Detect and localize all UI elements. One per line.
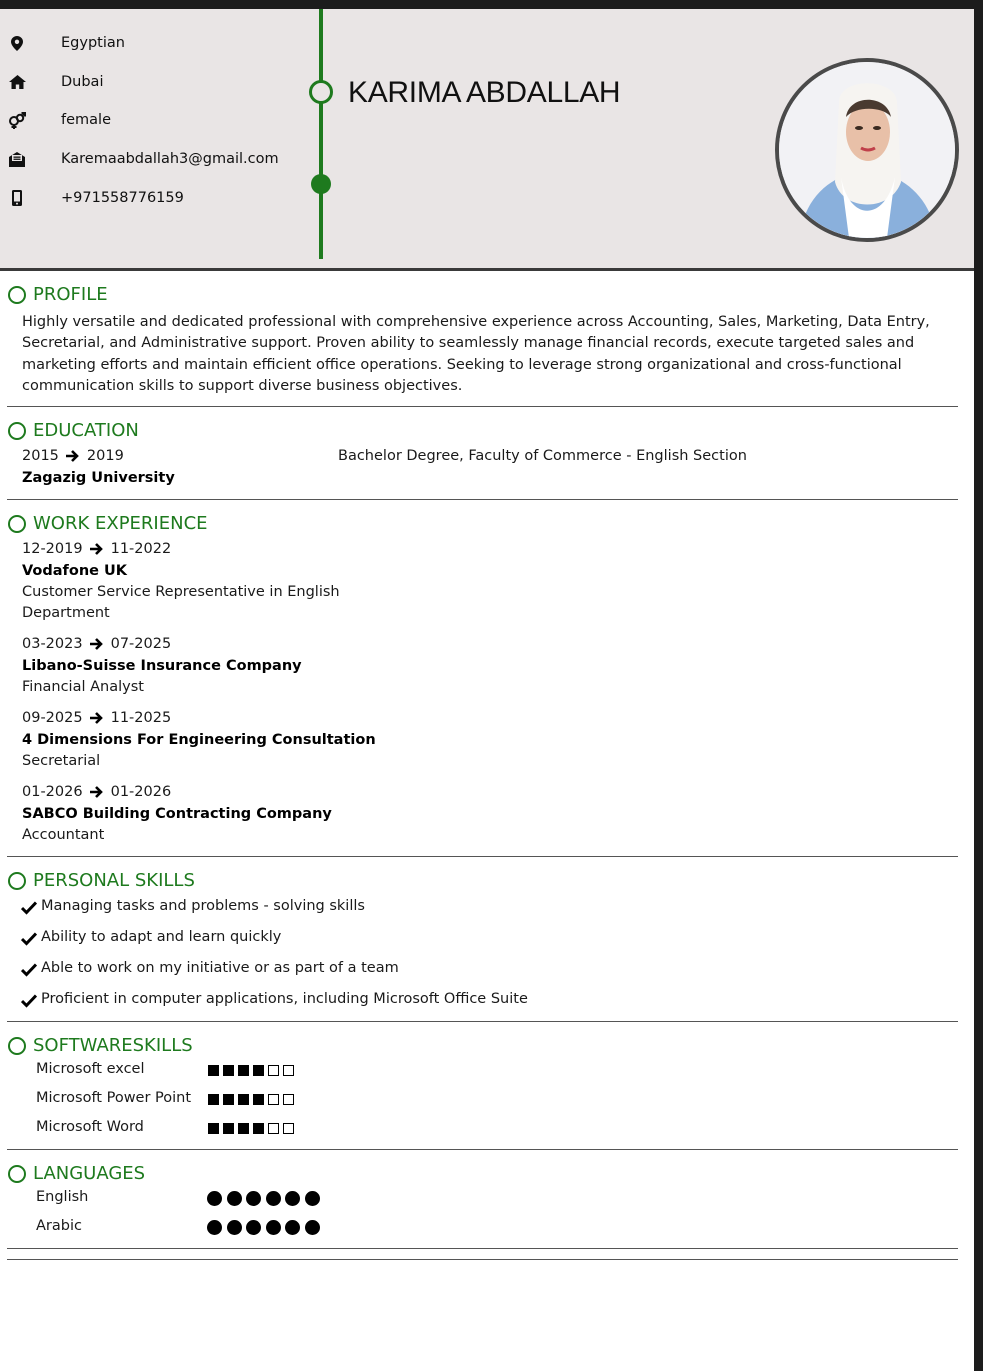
- education-start: 2015: [22, 448, 59, 464]
- check-icon: [21, 963, 37, 977]
- skill-item: Ability to adapt and learn quickly: [41, 929, 282, 945]
- level-square-empty: [283, 1123, 294, 1134]
- section-ring-icon: [8, 515, 26, 533]
- level-dot: [266, 1191, 281, 1206]
- level-dot: [246, 1220, 261, 1235]
- software-level: [208, 1094, 298, 1105]
- top-frame-bar: [0, 0, 983, 9]
- language-level: [207, 1220, 324, 1235]
- level-square-filled: [208, 1065, 219, 1076]
- work-role: Department: [22, 605, 110, 621]
- work-company: 4 Dimensions For Engineering Consultation: [22, 732, 376, 748]
- level-square-filled: [238, 1123, 249, 1134]
- work-end: 11-2022: [110, 541, 172, 557]
- language-name: Arabic: [36, 1218, 82, 1234]
- section-divider: [7, 499, 958, 500]
- section-ring-icon: [8, 422, 26, 440]
- level-square-empty: [268, 1123, 279, 1134]
- level-dot: [207, 1220, 222, 1235]
- contact-gender: [0, 106, 300, 134]
- software-name: Microsoft Word: [36, 1119, 144, 1135]
- level-square-filled: [223, 1094, 234, 1105]
- section-ring-icon: [8, 286, 26, 304]
- arrow-right-icon: [89, 711, 105, 725]
- arrow-right-icon: [89, 637, 105, 651]
- profile-heading: PROFILE: [33, 284, 108, 305]
- level-square-filled: [223, 1123, 234, 1134]
- section-ring-icon: [8, 1037, 26, 1055]
- section-ring-icon: [8, 872, 26, 890]
- candidate-name: KARIMA ABDALLAH: [348, 76, 621, 109]
- level-square-filled: [253, 1123, 264, 1134]
- contact-text: Karemaabdallah3@gmail.com: [61, 151, 279, 167]
- arrow-right-icon: [65, 449, 81, 463]
- contact-city: [0, 68, 300, 96]
- arrow-right-icon: [89, 542, 105, 556]
- profile-photo: [775, 58, 959, 242]
- check-icon: [21, 932, 37, 946]
- section-divider: [7, 1021, 958, 1022]
- arrow-right-icon: [89, 785, 105, 799]
- contact-nationality: [0, 29, 300, 57]
- work-role: Customer Service Representative in English: [22, 584, 340, 600]
- section-divider: [7, 1149, 958, 1150]
- software-level: [208, 1123, 298, 1134]
- level-dot: [305, 1191, 320, 1206]
- skill-item: Proficient in computer applications, including Microsoft Office Suite: [41, 991, 528, 1007]
- work-dates: [22, 710, 171, 726]
- education-heading: EDUCATION: [33, 420, 139, 441]
- mobile-phone-icon: [8, 189, 26, 207]
- home-icon: [8, 73, 26, 91]
- work-company: Vodafone UK: [22, 563, 128, 579]
- level-square-empty: [268, 1094, 279, 1105]
- section-ring-icon: [8, 1165, 26, 1183]
- software-skills-heading: SOFTWARESKILLS: [33, 1035, 193, 1056]
- check-icon: [21, 994, 37, 1008]
- contact-text: +971558776159: [61, 190, 184, 206]
- level-dot: [285, 1220, 300, 1235]
- work-role: Accountant: [22, 827, 105, 843]
- education-school: Zagazig University: [22, 470, 175, 486]
- languages-heading: LANGUAGES: [33, 1163, 146, 1184]
- level-dot: [227, 1220, 242, 1235]
- level-square-filled: [238, 1094, 249, 1105]
- work-dates: [22, 541, 171, 557]
- level-square-filled: [223, 1065, 234, 1076]
- work-dates: [22, 636, 171, 652]
- work-start: 09-2025: [22, 710, 83, 726]
- timeline-dot-marker: [311, 174, 331, 194]
- contact-text: female: [61, 112, 111, 128]
- section-divider: [7, 856, 958, 857]
- location-pin-icon: [8, 34, 26, 52]
- personal-skills-heading: PERSONAL SKILLS: [33, 870, 195, 891]
- level-square-filled: [238, 1065, 249, 1076]
- timeline-line: [319, 9, 323, 259]
- profile-summary: Highly versatile and dedicated professional with comprehensive experience across Accounting, Sales, Marketing, Data Entry, Secretarial, and Administrative support. Proven ability to seamlessly manage financial records, execute targeted sales and marketing efforts and maintain efficient office operations. Seeking to leverage strong organizational and cross-functional communication skills to support diverse business objectives.: [22, 314, 930, 394]
- education-dates: [22, 448, 124, 464]
- work-role: Financial Analyst: [22, 679, 144, 695]
- work-start: 01-2026: [22, 784, 83, 800]
- gender-icon: [8, 111, 26, 129]
- education-degree: Bachelor Degree, Faculty of Commerce - English Section: [338, 448, 747, 464]
- level-dot: [227, 1191, 242, 1206]
- skill-item: Able to work on my initiative or as part of a team: [41, 960, 399, 976]
- email-icon: [8, 150, 26, 168]
- work-company: SABCO Building Contracting Company: [22, 806, 332, 822]
- work-end: 01-2026: [110, 784, 172, 800]
- level-square-empty: [283, 1094, 294, 1105]
- section-divider: [7, 406, 958, 407]
- contact-email[interactable]: [0, 145, 300, 173]
- right-frame-bar: [974, 0, 983, 1371]
- education-end: 2019: [86, 448, 124, 464]
- check-icon: [21, 901, 37, 915]
- work-experience-heading: WORK EXPERIENCE: [33, 513, 208, 534]
- level-square-empty: [283, 1065, 294, 1076]
- work-company: Libano-Suisse Insurance Company: [22, 658, 302, 674]
- work-role: Secretarial: [22, 753, 101, 769]
- work-start: 12-2019: [22, 541, 83, 557]
- software-name: Microsoft excel: [36, 1061, 145, 1077]
- section-divider: [7, 1248, 958, 1249]
- level-square-filled: [208, 1123, 219, 1134]
- level-dot: [305, 1220, 320, 1235]
- level-square-filled: [253, 1094, 264, 1105]
- skill-item: Managing tasks and problems - solving skills: [41, 898, 365, 914]
- level-square-empty: [268, 1065, 279, 1076]
- level-dot: [266, 1220, 281, 1235]
- level-square-filled: [208, 1094, 219, 1105]
- level-square-filled: [253, 1065, 264, 1076]
- work-start: 03-2023: [22, 636, 83, 652]
- timeline-ring-marker: [309, 80, 333, 104]
- software-level: [208, 1065, 298, 1076]
- footer-divider: [7, 1259, 958, 1260]
- level-dot: [207, 1191, 222, 1206]
- contact-phone[interactable]: [0, 184, 300, 212]
- language-name: English: [36, 1189, 89, 1205]
- level-dot: [246, 1191, 261, 1206]
- language-level: [207, 1191, 324, 1206]
- work-end: 11-2025: [110, 710, 172, 726]
- work-dates: [22, 784, 171, 800]
- level-dot: [285, 1191, 300, 1206]
- software-name: Microsoft Power Point: [36, 1090, 192, 1106]
- contact-text: Egyptian: [61, 35, 125, 51]
- contact-text: Dubai: [61, 74, 104, 90]
- work-end: 07-2025: [110, 636, 172, 652]
